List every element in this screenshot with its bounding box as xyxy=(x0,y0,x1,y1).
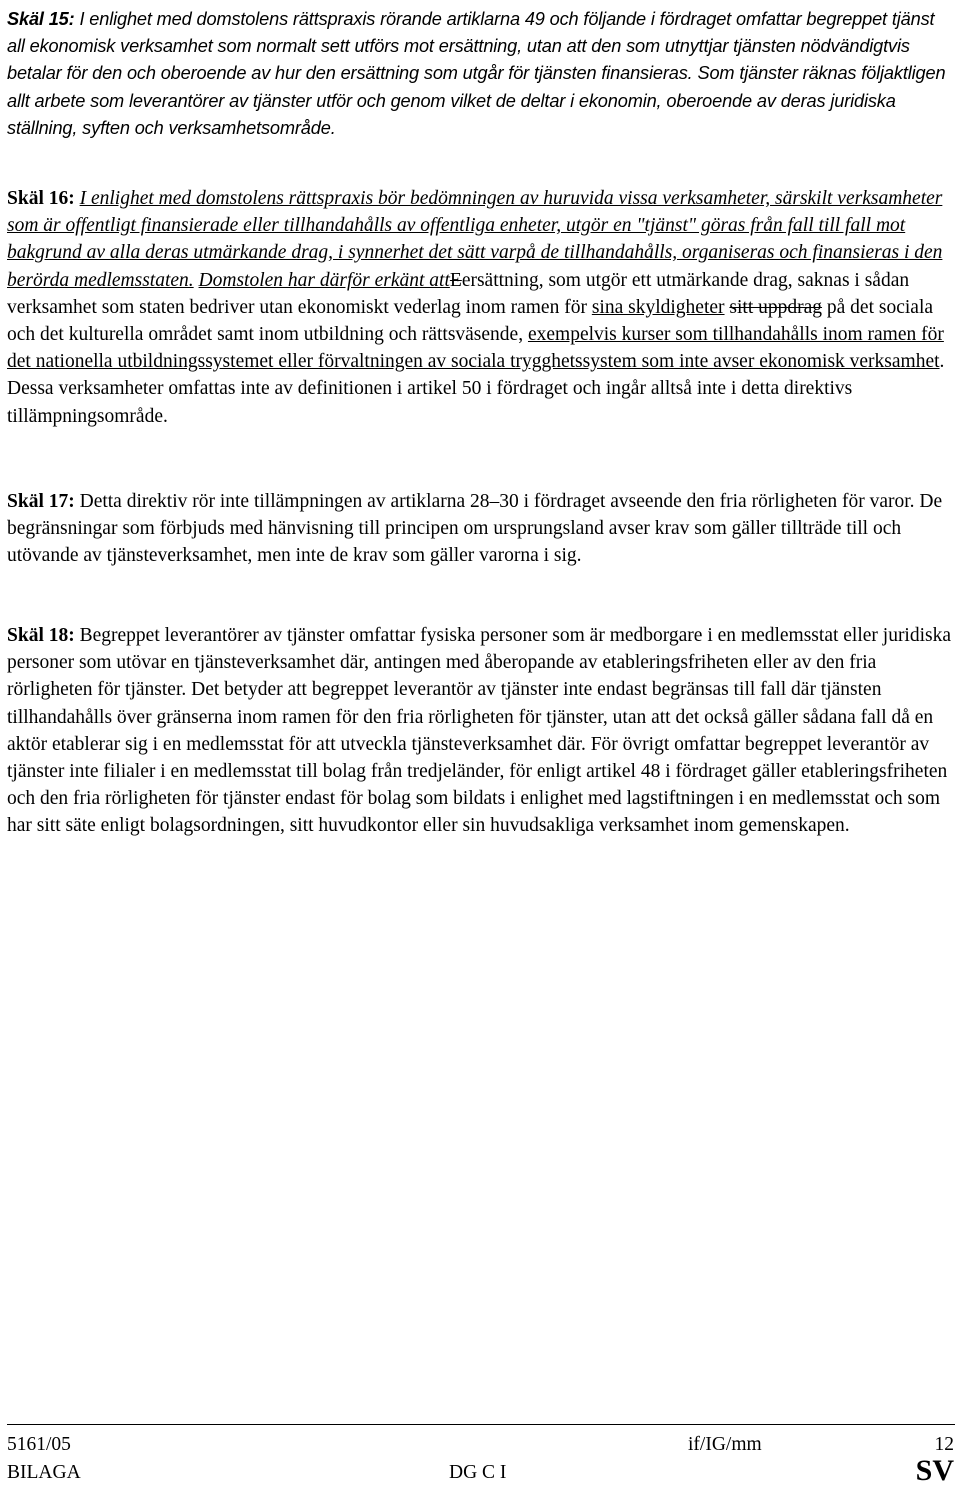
recital-17 xyxy=(7,488,952,570)
recital-15 xyxy=(7,6,952,142)
footer-directorate: DG C I xyxy=(449,1462,507,1483)
recital-text-segment: på det sociala och det kulturella området samt inom utbildning och rättsväsende, xyxy=(7,296,934,346)
recital-16-label: Skäl 16: xyxy=(7,188,75,209)
recital-text-segment: . Dessa verksamheter omfattas inte av definitionen i artikel 50 i fördraget och ingår alltså inte i detta direktivs tillämpningsområde. xyxy=(7,351,945,427)
recital-text-segment: I enlighet med domstolens rättspraxis rörande artiklarna 49 och följande i fördraget omfattar begreppet tjänst all ekonomisk verksamhet som normalt sett utförs mot ersättning, utan att den som utnyttjar tjänsten nödvändigtvis betalar för den och oberoende av hur den ersättning som utgår för tjänsten finansieras. Som tjänster räknas följaktligen allt arbete som leverantörer av tjänster utför och genom vilket de deltar i ekonomin, oberoende av deras juridiska ställning, syften och verksamhetsområde. xyxy=(7,9,946,138)
footer-language-code: SV xyxy=(915,1454,954,1487)
recital-18-body xyxy=(7,625,951,836)
recital-text-segment: E xyxy=(449,269,462,291)
recital-15-label: Skäl 15: xyxy=(7,9,75,29)
recital-17-body xyxy=(7,491,942,566)
recital-17-label: Skäl 17: xyxy=(7,491,75,512)
footer-annex-label: BILAGA xyxy=(7,1462,81,1483)
recital-15-body xyxy=(7,9,945,138)
recital-text-segment: exempelvis kurser som tillhandahålls inom ramen för det nationella utbildningssystemet eller förvaltningen av sociala trygghetssystem som inte avser ekonomisk verksamhet xyxy=(7,324,944,373)
recital-text-segment: I enlighet med domstolens rättspraxis bör bedömningen av huruvida vissa verksamheter, särskilt verksamheter som är offentligt finansierade eller tillhandahålls av offentliga enheter, utgör en "tjänst" göras från fall till fall mot bakgrund av alla deras utmärkande drag, i synnerhet det sätt varpå de tillhandahålls, organiseras och finansieras i den berörda medlemsstaten. xyxy=(7,188,943,291)
recital-text-segment: Detta direktiv rör inte tillämpningen av artiklarna 28–30 i fördraget avseende den fria rörligheten för varor. De begränsningar som förbjuds med hänvisning till principen om ursprungsland avser krav som gäller tillträde till och utövande av tjänsteverksamhet, men inte de krav som gäller varorna i sig. xyxy=(7,491,943,567)
recital-text-segment: Begreppet leverantörer av tjänster omfattar fysiska personer som är medborgare i en medlemsstat eller juridiska personer som utövar en tjänsteverksamhet där, antingen med åberopande av etableringsfriheten eller av den fria rörligheten för tjänster. Det betyder att begreppet leverantör av tjänster inte endast begränsas till fall där tjänsten tillhandahålls över gränserna inom ramen för den fria rörligheten för tjänster, utan att det också gäller sådana fall då en aktör etablerar sig i en medlemsstat för att utveckla tjänsteverksamhet där. För övrigt omfattar begreppet leverantör av tjänster inte filialer i en medlemsstat till bolag från tredjeländer, för enligt artikel 48 i fördraget gäller etableringsfriheten och den fria rörligheten för tjänster endast för bolag som bildats i enlighet med lagstiftningen i en medlemsstat och som har sitt säte enligt bolagsordningen, sitt huvudkontor eller sin huvudsakliga verksamhet inom gemenskapen. xyxy=(7,625,952,837)
recital-16-body xyxy=(7,188,944,427)
footer-document-number: 5161/05 xyxy=(7,1434,71,1455)
recital-text-segment: sitt uppdrag xyxy=(729,296,823,318)
recital-text-segment: sina skyldigheter xyxy=(591,296,725,318)
recital-text-segment: Domstolen har därför erkänt att xyxy=(198,269,450,291)
recital-text-segment: ersättning, som utgör ett utmärkande drag, saknas i sådan verksamhet som staten bedriver utan ekonomiskt vederlag inom ramen för xyxy=(7,269,910,318)
footer-rule xyxy=(7,1424,955,1425)
footer-page-number: 12 xyxy=(934,1434,954,1455)
recital-18 xyxy=(7,622,952,840)
recital-18-label: Skäl 18: xyxy=(7,625,75,646)
recital-16 xyxy=(7,185,952,430)
footer-initials: if/IG/mm xyxy=(688,1434,762,1455)
